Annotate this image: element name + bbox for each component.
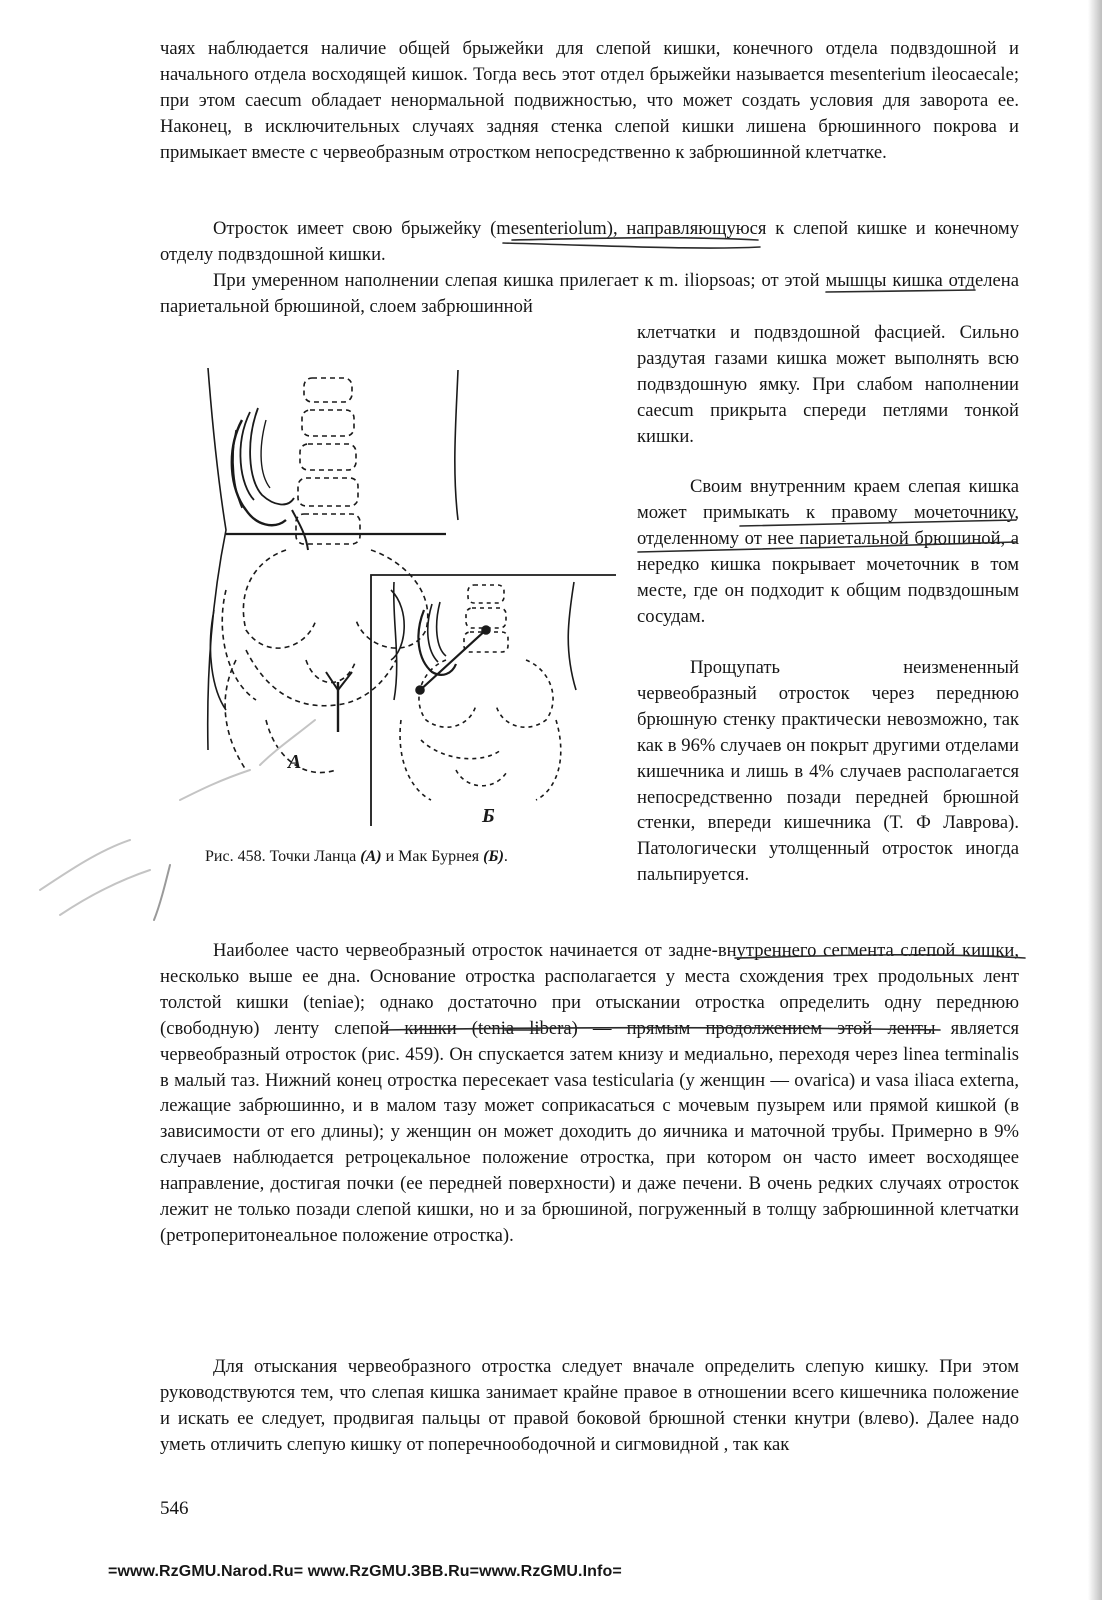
paragraph-mesentery: чаях наблюдается наличие общей брыжейки для слепой кишки, конечного отдела подвздошной и начального отдела восходящей кишок. Тогда весь этот отдел брыжейки называется mesenterium ileocaecale; при этом caecum обладает ненормальной подвижностью, что может создать условия для заворота ее. Наконец, в исключительных случаях задняя стенка слепой кишки лишена брюшинного покрова и примыкает вместе с червеобразным отростком непосредственно к забрюшинной клетчатке. [160,38,1019,163]
caption-label-b: (Б) [483,848,504,865]
figure-458-lanz-mcburney-points [196,360,616,830]
footer-watermark-links: =www.RzGMU.Narod.Ru= www.RzGMU.3BB.Ru=www.RzGMU.Info= [108,1563,622,1580]
paragraph-iliopsoas: При умеренном наполнении слепая кишка прилегает к m. iliopsoas; от этой мышцы кишка отделена париетальной брюшиной, слоем забрюшинной [160,270,1019,317]
paragraph-appendix-search: Для отыскания червеобразного отростка следует вначале определить слепую кишку. При этом руководствуются тем, что слепая кишка занимает крайне правое в отношении всего кишечника положение и искать ее следует, продвигая пальцы от правой боковой брюшной стенки кнутри (влево). Далее надо уметь отличить слепую кишку от поперечноободочной и сигмовидной , так как [160,1356,1019,1455]
figure-label-b: Б [482,805,495,827]
caption-mid: и Мак Бурнея [381,848,484,865]
paragraph-ureter: Своим внутренним краем слепая кишка может примыкать к правому мочеточнику, отделенному от нее париетальной брюшиной, а нередко кишка покрывает мочеточник в том месте, где он подходит к общим подвздошным сосудам. [637,476,1019,627]
scan-edge-shadow [1088,0,1102,1600]
paragraph-iliopsoas-continued: клетчатки и подвздошной фасцией. Сильно раздутая газами кишка может выполнять всю подвздошную ямку. При слабом наполнении caecum прикрыта спереди петлями тонкой кишки. [637,322,1019,447]
paragraph-palpation: Прощупать неизмененный червеобразный отросток через переднюю брюшную стенку практически невозможно, так как в 96% случаев он покрыт другими отделами кишечника и лишь в 4% случаев располагается непосредственно позади передней брюшной стенки, впереди кишечника (Т. Ф Лаврова). Патологически утолщенный отросток иногда пальпируется. [637,657,1019,886]
caption-label-a: (А) [360,848,382,865]
caption-suffix: . [503,848,508,865]
paragraph-appendix-position: Наиболее часто червеобразный отросток начинается от задне-внутреннего сегмента слепой кишки, несколько выше ее дна. Основание отростка располагается у места схождения трех продольных лент толстой кишки (teniae); однако достаточно при отыскании отростка определить одну переднюю (свободную) ленту слепой кишки (tenia libera) — прямым продолжением этой ленты является червеобразный отросток (рис. 459). Он спускается затем книзу и медиально, переходя через linea terminalis в малый таз. Нижний конец отростка пересекает vasa testicularia (у женщин — ovarica) и vasa iliaca externa, лежащие забрюшинно, и в малом тазу может соприкасаться с мочевым пузырем или прямой кишкой (в зависимости от его длины); у женщин он может доходить до яичника и маточной трубы. Примерно в 9% случаев наблюдается ретроцекальное положение отростка, при котором он часто имеет восходящее направление, достигая почки (ее передней поверхности) и даже печени. В очень редких случаях отросток лежит не только позади слепой кишки, но и за брюшиной, погруженный в толщу забрюшинной клетчатки (ретроперитонеальное положение отростка). [160,940,1019,1246]
page-number: 546 [160,1498,189,1519]
figure-label-a: А [288,751,302,773]
figure-caption [205,846,600,867]
caption-prefix: Рис. 458. Точки Ланца [205,848,361,865]
paragraph-mesenteriolum: Отросток имеет свою брыжейку (mesenteriolum), направляющуюся к слепой кишке и конечному отделу подвздошной кишки. [160,218,1019,265]
